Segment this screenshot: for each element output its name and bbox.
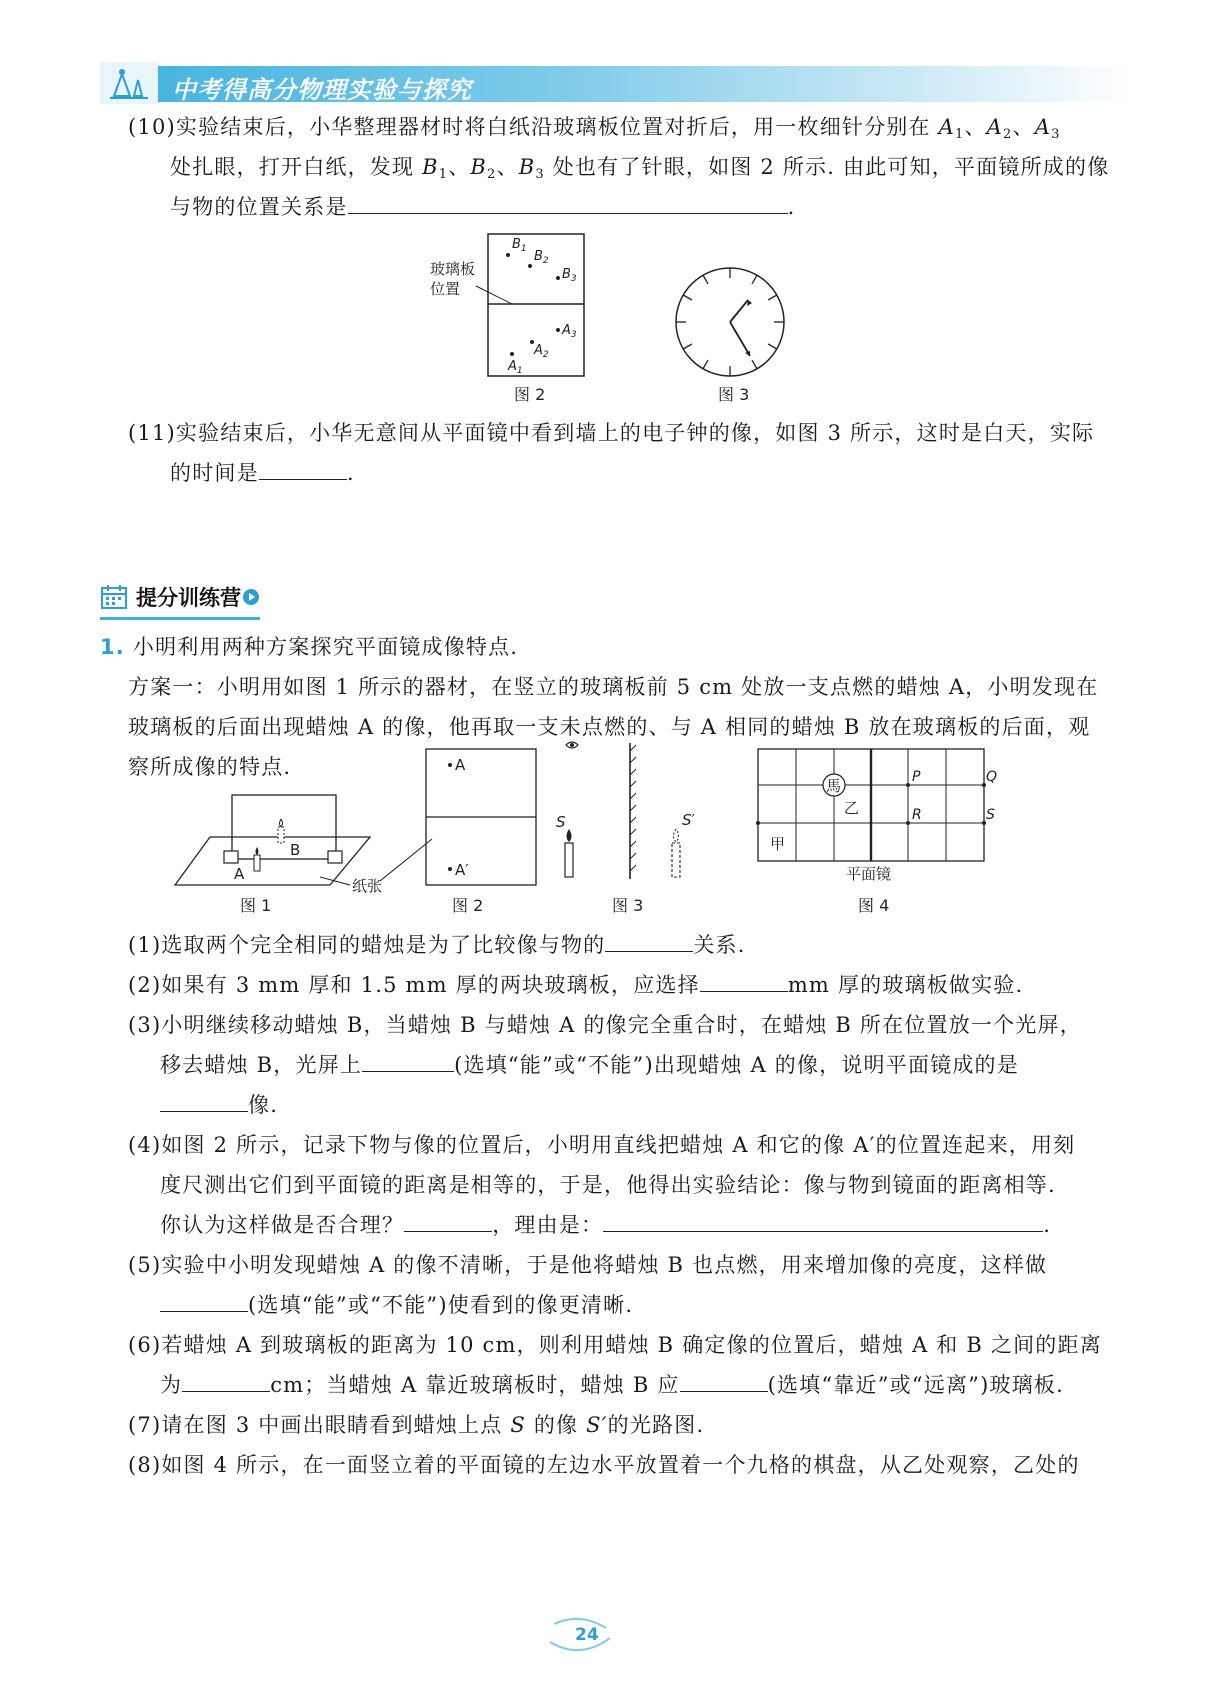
fig3-mirror: [556, 742, 696, 915]
section-underline: [100, 617, 260, 620]
q1-part-4-line-1: (4)如图 2 所示，记录下物与像的位置后，小明用直线把蜡烛 A 和它的像 A′的位置连起来，用刻: [128, 1133, 1076, 1157]
candle-b-label: B: [290, 841, 301, 859]
point-label: $A_3$: [562, 323, 577, 340]
sep: 、: [496, 155, 519, 179]
point-label: $B_2$: [534, 249, 549, 266]
page-number: 24: [575, 1625, 599, 1645]
sym-b1: B: [422, 155, 439, 179]
hour-hand: [730, 300, 748, 322]
part-text: 你认为这样做是否合理？: [160, 1213, 405, 1237]
point-s-label: S: [986, 807, 995, 823]
minute-hand: [730, 322, 750, 356]
q10-text: 处扎眼，打开白纸，发现: [170, 155, 423, 179]
period: .: [346, 461, 355, 485]
q1-part-8: (8)如图 4 所示，在一面竖立着的平面镜的左边水平放置着一个九格的棋盘，从乙处观察，乙处的: [128, 1453, 1080, 1477]
running-header: [100, 62, 1130, 104]
play-icon: [242, 588, 260, 606]
q1-part-6-line-2: [160, 1364, 1064, 1406]
question-number: 1.: [100, 635, 125, 659]
fig4-caption: 图 4: [858, 896, 890, 915]
glass-position-label: 玻璃板: [430, 260, 476, 278]
part-text: (1)选取两个完全相同的蜡烛是为了比较像与物的: [128, 933, 606, 957]
sub-1: 1: [954, 127, 965, 142]
part-text: mm 厚的玻璃板做实验.: [787, 973, 1024, 997]
q1-part-4-line-2: 度尺测出它们到平面镜的距离是相等的，于是，他得出实验结论：像与物到镜面的距离相等.: [160, 1173, 1056, 1197]
q10-text: 与物的位置关系是: [170, 195, 348, 219]
sub-2: 2: [487, 167, 497, 182]
q11-text: 的时间是: [170, 461, 259, 485]
q1-part-2: [128, 964, 1023, 1006]
fig3-caption: 图 3: [612, 896, 644, 915]
part-text: 为: [160, 1373, 183, 1397]
answer-blank[interactable]: [404, 1209, 492, 1232]
q1-part-3-line-3: [160, 1084, 278, 1126]
answer-blank[interactable]: [362, 1049, 454, 1072]
section-title: [100, 580, 260, 614]
q11-line-1: (11)实验结束后，小华无意间从平面镜中看到墙上的电子钟的像，如图 3 所示，这时是白天，实际: [128, 421, 1095, 445]
part-text: ，理由是：: [492, 1213, 604, 1237]
q11-line-2: [170, 452, 355, 494]
point-p-label: P: [912, 769, 921, 785]
point-q-label: Q: [986, 769, 998, 785]
sym-b3: B: [518, 155, 536, 179]
sym-s: S: [510, 1413, 526, 1437]
answer-blank[interactable]: [182, 1369, 270, 1392]
lab-logo-icon: [100, 62, 158, 104]
answer-blank[interactable]: [160, 1089, 248, 1112]
fig2-caption: 图 2: [452, 896, 484, 915]
answer-blank[interactable]: [259, 457, 347, 480]
sub-3: 3: [535, 167, 545, 182]
q1-part-3-line-1: (3)小明继续移动蜡烛 B，当蜡烛 B 与蜡烛 A 的像完全重合时，在蜡烛 B 所在位置放一个光屏，: [128, 1013, 1082, 1037]
answer-blank[interactable]: [700, 969, 788, 992]
sub-3: 3: [1051, 127, 1061, 142]
period: .: [787, 195, 796, 219]
sep: 、: [1012, 115, 1035, 139]
part-text: (选填“靠近”或“远离”)玻璃板.: [767, 1373, 1064, 1397]
point-s-prime-label: S′: [682, 811, 695, 829]
q1-part-5-line-1: (5)实验中小明发现蜡烛 A 的像不清晰，于是他将蜡烛 B 也点燃，用来增加像的亮度，这样做: [128, 1253, 1048, 1277]
part-text: cm；当蜡烛 A 靠近玻璃板时，蜡烛 B 应: [270, 1373, 680, 1397]
section-title-text: 提分训练营: [136, 586, 241, 610]
answer-blank[interactable]: [680, 1369, 768, 1392]
sym-b2: B: [470, 155, 488, 179]
plan1-line-3: 察所成像的特点.: [128, 755, 292, 779]
sym-a3: A: [1034, 115, 1052, 139]
paper-label: 纸张: [352, 877, 383, 895]
q10-text: (10)实验结束后，小华整理器材时将白纸沿玻璃板位置对折后，用一枚细针分别在: [128, 115, 939, 139]
answer-blank[interactable]: [160, 1289, 248, 1312]
point-a-label: A: [455, 756, 466, 774]
fig3-caption: 图 3: [718, 385, 750, 404]
fig2-paper: [380, 749, 536, 915]
fig2-folded-paper: [420, 228, 600, 418]
point-r-label: R: [912, 807, 922, 823]
jia-label: 甲: [770, 835, 786, 853]
fig4-chessboard: [756, 749, 997, 915]
answer-blank[interactable]: [603, 1209, 1043, 1232]
mirror-label: 平面镜: [846, 865, 892, 883]
answer-blank[interactable]: [605, 929, 693, 952]
header-title: 中考得高分物理实验与探究: [172, 76, 472, 104]
yi-label: 乙: [844, 799, 860, 817]
part-text: 像.: [248, 1093, 279, 1117]
q10-text: 处也有了针眼，如图 2 所示. 由此可知，平面镜所成的像: [544, 155, 1110, 179]
answer-blank[interactable]: [348, 191, 788, 214]
part-text: (2)如果有 3 mm 厚和 1.5 mm 厚的两块玻璃板，应选择: [128, 973, 700, 997]
sep: 、: [964, 115, 987, 139]
q1-intro: [100, 626, 518, 668]
sym-s-prime: S′: [586, 1413, 608, 1437]
point-label: $B_1$: [512, 237, 527, 254]
part-text: 的光路图.: [607, 1413, 705, 1437]
q1-intro-text: 小明利用两种方案探究平面镜成像特点.: [132, 635, 519, 659]
point-a-prime-label: A′: [455, 861, 469, 879]
part-text: (选填“能”或“不能”)使看到的像更清晰.: [248, 1293, 634, 1317]
sep: 、: [448, 155, 471, 179]
fig2-caption: 图 2: [514, 385, 546, 404]
period: .: [1043, 1213, 1052, 1237]
glass-position-label: 位置: [430, 280, 461, 298]
part-text: 移去蜡烛 B，光屏上: [160, 1053, 363, 1077]
q1-part-3-line-2: [160, 1044, 1019, 1086]
point-label: $A_2$: [534, 343, 549, 360]
sym-a2: A: [986, 115, 1004, 139]
q10-line-3: [170, 186, 796, 228]
horse-piece: 馬: [826, 777, 842, 795]
part-text: (选填“能”或“不能”)出现蜡烛 A 的像，说明平面镜成的是: [454, 1053, 1019, 1077]
fig1-caption: 图 1: [240, 896, 272, 915]
q1-part-5-line-2: [160, 1284, 633, 1326]
plan1-line-2: 玻璃板的后面出现蜡烛 A 的像，他再取一支未点燃的、与 A 相同的蜡烛 B 放在玻璃板的后面，观: [128, 715, 1091, 739]
part-text: 关系.: [693, 933, 746, 957]
point-label: $B_3$: [562, 267, 577, 284]
point-s-label: S: [556, 813, 566, 831]
q1-part-1: [128, 924, 746, 966]
calendar-icon: [100, 584, 130, 610]
candle-a-label: A: [234, 865, 245, 883]
q1-part-6-line-1: (6)若蜡烛 A 到玻璃板的距离为 10 cm，则利用蜡烛 B 确定像的位置后，蜡烛 A 和 B 之间的距离: [128, 1333, 1102, 1357]
point-label: $A_1$: [508, 359, 523, 376]
fig1-apparatus: [175, 795, 382, 915]
sym-a1: A: [938, 115, 955, 139]
fig3-clock: [672, 260, 792, 420]
sub-1: 1: [438, 167, 449, 182]
q1-part-4-line-3: [160, 1204, 1051, 1246]
sub-2: 2: [1003, 127, 1013, 142]
q1-part-7: [128, 1404, 704, 1446]
part-text: (7)请在图 3 中画出眼睛看到蜡烛上点: [128, 1413, 511, 1437]
part-text: 的像: [525, 1413, 587, 1437]
plan1-line-1: 方案一：小明用如图 1 所示的器材，在竖立的玻璃板前 5 cm 处放一支点燃的蜡烛 A，小明发现在: [128, 675, 1099, 699]
